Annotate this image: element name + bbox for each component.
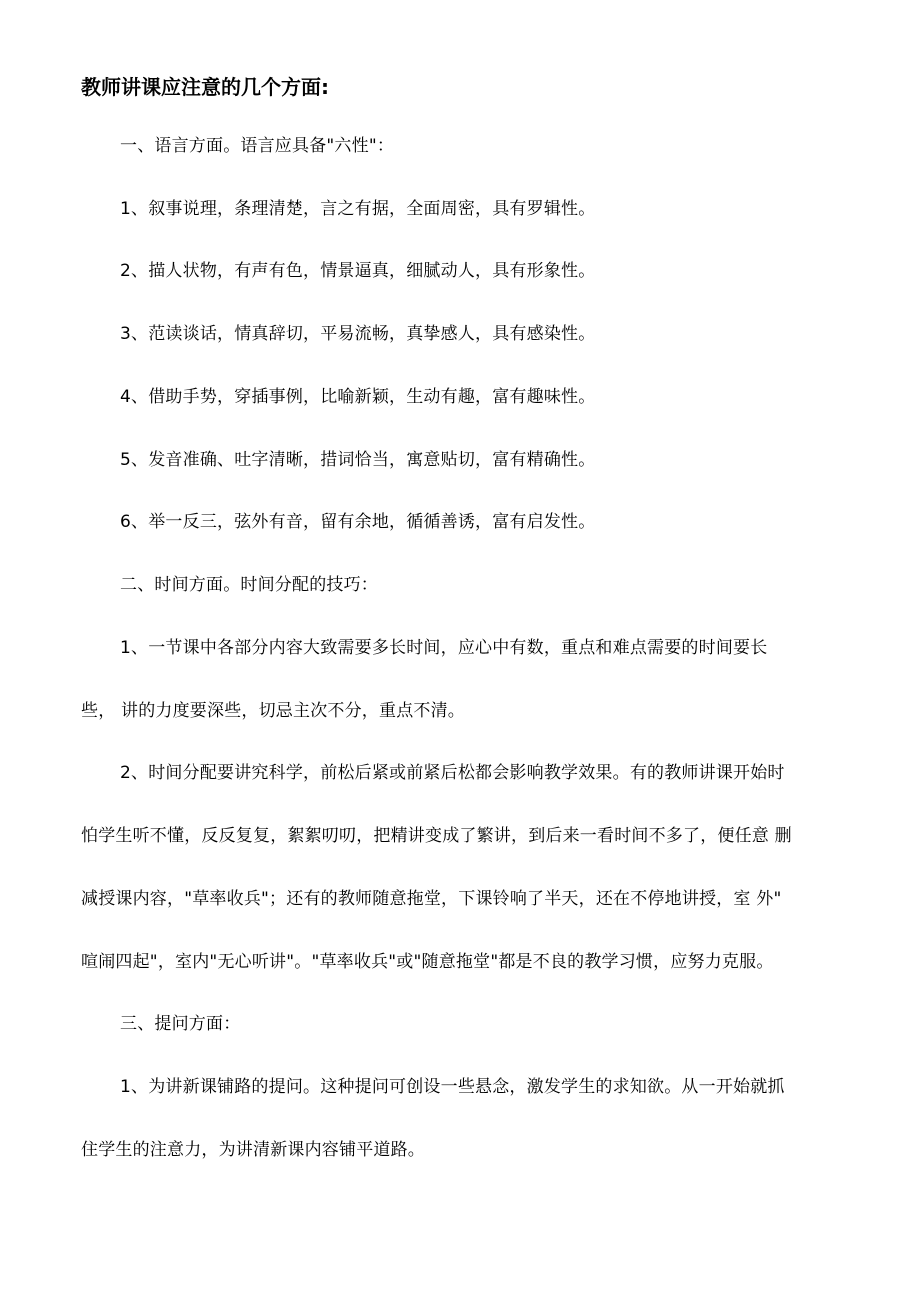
paragraph-line: 4、借助手势，穿插事例，比喻新颖，生动有趣，富有趣味性。 bbox=[120, 387, 596, 407]
paragraph-line: 些， 讲的力度要深些，切忌主次不分，重点不清。 bbox=[81, 701, 466, 721]
section-3-heading: 三、提问方面： bbox=[120, 1014, 241, 1034]
section-1-heading: 一、语言方面。语言应具备"六性"： bbox=[120, 136, 395, 156]
section-2-heading: 二、时间方面。时间分配的技巧： bbox=[120, 575, 378, 595]
paragraph-line: 怕学生听不懂，反反复复，絮絮叨叨，把精讲变成了繁讲，到后来一看时间不多了，便任意 删 bbox=[81, 826, 792, 846]
paragraph-line: 5、发音准确、吐字清晰，措词恰当，寓意贴切，富有精确性。 bbox=[120, 450, 596, 470]
paragraph-line: 2、描人状物，有声有色，情景逼真，细腻动人，具有形象性。 bbox=[120, 261, 596, 281]
paragraph-line: 1、一节课中各部分内容大致需要多长时间，应心中有数，重点和难点需要的时间要长 bbox=[120, 638, 768, 658]
paragraph-line: 2、时间分配要讲究科学，前松后紧或前紧后松都会影响教学效果。有的教师讲课开始时 bbox=[120, 763, 785, 783]
paragraph-line: 减授课内容，"草率收兵"；还有的教师随意拖堂，下课铃响了半天，还在不停地讲授，室 外" bbox=[81, 889, 782, 909]
paragraph-line: 3、范读谈话，情真辞切，平易流畅，真挚感人，具有感染性。 bbox=[120, 324, 596, 344]
paragraph-line: 1、为讲新课铺路的提问。这种提问可创设一些悬念，激发学生的求知欲。从一开始就抓 bbox=[120, 1077, 785, 1097]
paragraph-line: 6、举一反三，弦外有音，留有余地，循循善诱，富有启发性。 bbox=[120, 512, 596, 532]
paragraph-line: 1、叙事说理，条理清楚，言之有据，全面周密，具有罗辑性。 bbox=[120, 199, 596, 219]
paragraph-line: 喧闹四起"，室内"无心听讲"。"草率收兵"或"随意拖堂"都是不良的教学习惯，应努力克服。 bbox=[81, 952, 774, 972]
paragraph-line: 住学生的注意力，为讲清新课内容铺平道路。 bbox=[81, 1140, 425, 1160]
document-title: 教师讲课应注意的几个方面: bbox=[81, 75, 329, 99]
